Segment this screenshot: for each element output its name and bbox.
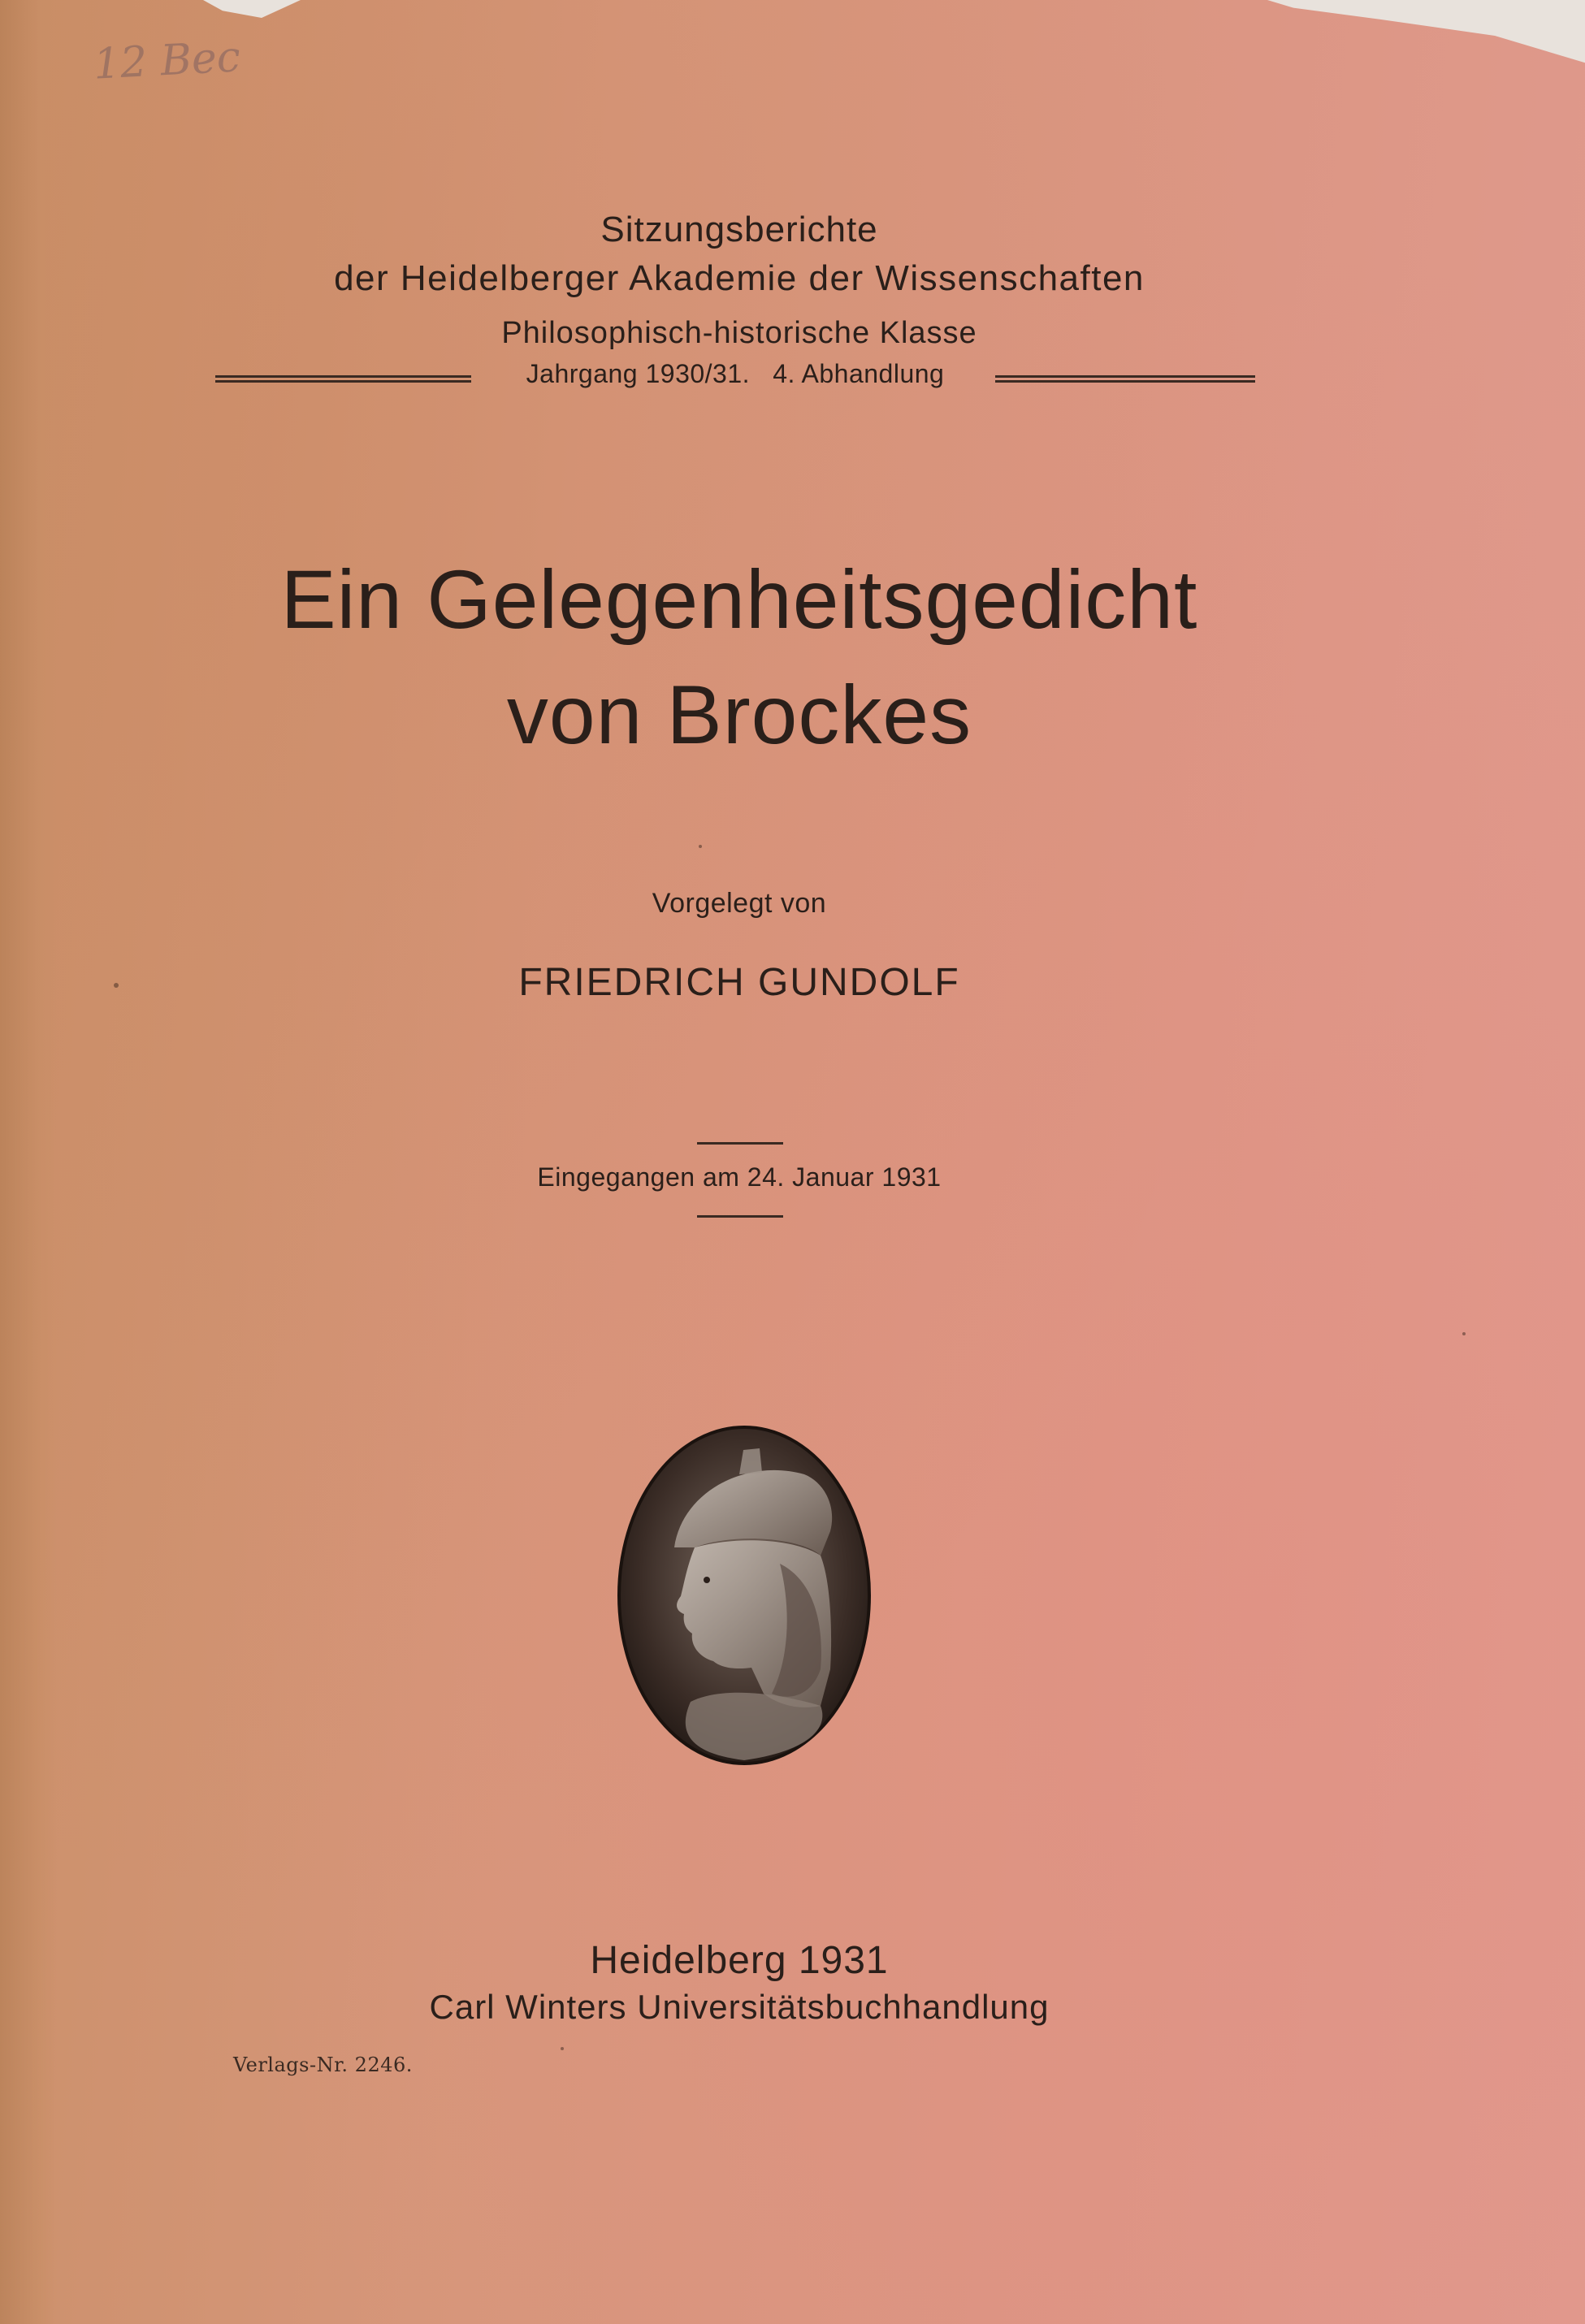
paper-speck: [561, 2047, 564, 2050]
paper-speck: [1462, 1332, 1466, 1335]
received-date: Eingegangen am 24. Januar 1931: [537, 1162, 942, 1192]
author-name: FRIEDRICH GUNDOLF: [518, 961, 960, 1004]
series-title: Sitzungsberichte: [600, 210, 878, 249]
imprint-publisher: Carl Winters Universitätsbuchhandlung: [429, 1988, 1050, 2026]
divider-top: [697, 1142, 783, 1145]
series-year-issue: Jahrgang 1930/31. 4. Abhandlung: [526, 359, 945, 388]
divider-bottom: [697, 1215, 783, 1218]
double-rule-right: [995, 375, 1255, 383]
verlags-number: Verlags-Nr. 2246.: [233, 2054, 413, 2076]
paper-speck: [114, 983, 119, 988]
series-year-row: [215, 359, 1255, 400]
athena-medallion-icon: [617, 1426, 871, 1765]
main-title-line-2: von Brockes: [506, 669, 972, 761]
imprint-place-year: Heidelberg 1931: [590, 1939, 889, 1982]
series-academy: der Heidelberger Akademie der Wissenschaften: [334, 258, 1145, 298]
paper-speck: [699, 845, 702, 848]
presented-by-label: Vorgelegt von: [652, 888, 827, 919]
double-rule-left: [215, 375, 471, 383]
torn-corner: [1267, 0, 1585, 65]
torn-edge: [203, 0, 301, 18]
pencil-note: 12 Bec: [92, 32, 242, 89]
series-class: Philosophisch-historische Klasse: [501, 316, 977, 350]
main-title-line-1: Ein Gelegenheitsgedicht: [280, 553, 1198, 646]
